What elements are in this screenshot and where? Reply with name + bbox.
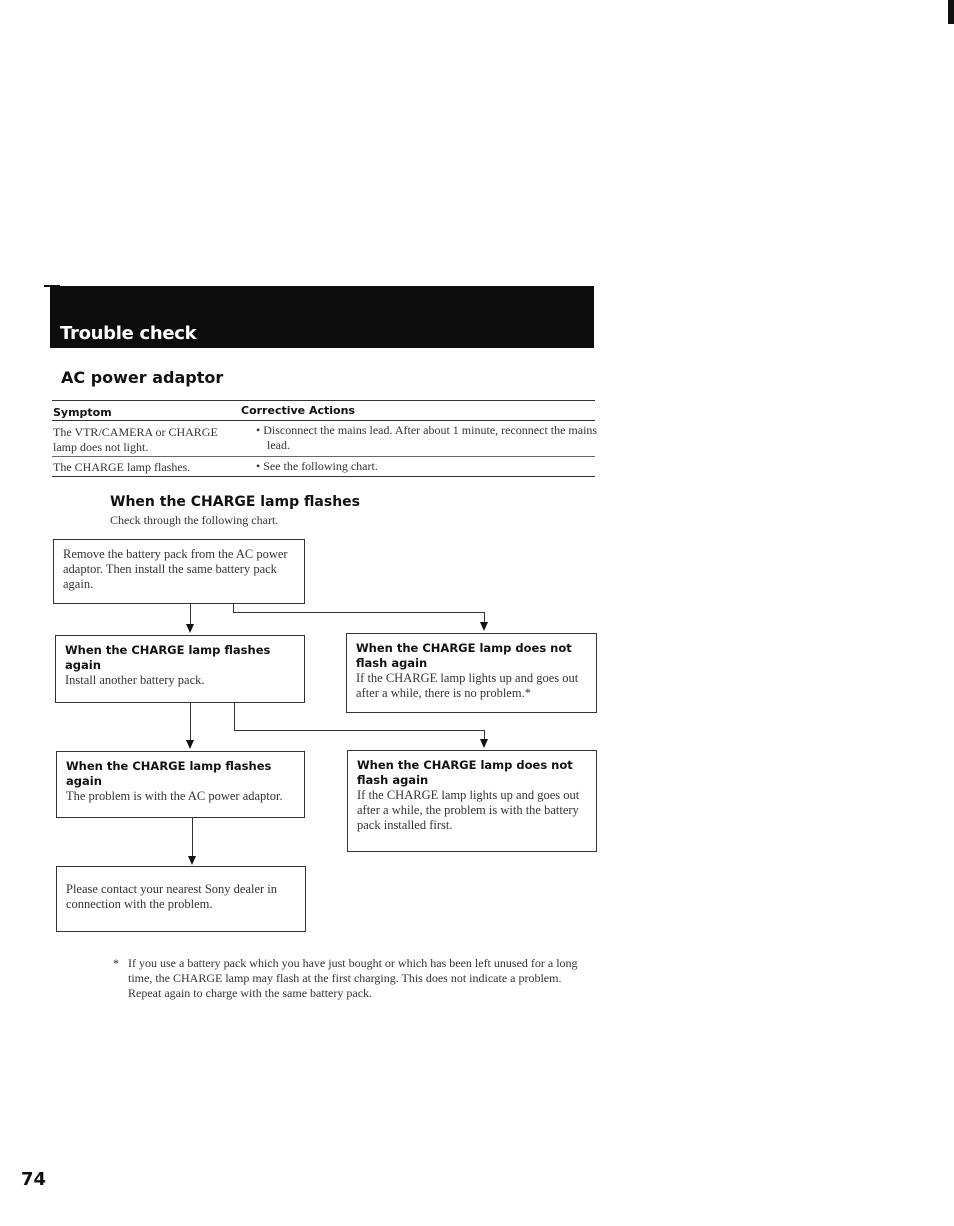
arrow-down-icon [480,739,488,748]
table-row-2-symptom: The CHARGE lamp flashes. [53,460,191,474]
flowchart-intro: Check through the following chart. [110,513,279,527]
flow-step1-right-heading: When the CHARGE lamp does not flash again [356,641,572,670]
flow-step2-left-box [56,751,305,818]
flow-end-box [56,866,306,932]
table-row-2-action: • See the following chart. [256,459,378,473]
column-header-symptom: Symptom [53,406,112,419]
flow-step1-right-text: If the CHARGE lamp lights up and goes out after a while, there is no problem.* [356,671,579,700]
flowchart-title: When the CHARGE lamp flashes [110,494,360,510]
section-title: AC power adaptor [61,368,224,387]
table-row-1-symptom: The VTR/CAMERA or CHARGE lamp does not light. [53,425,218,454]
connector-start-left [190,604,191,624]
connector-step1-right-branch [234,730,485,731]
connector-start-right-branch [233,612,485,613]
flow-step1-left-heading: When the CHARGE lamp flashes again [65,643,271,672]
column-header-corrective-actions: Corrective Actions [241,404,355,417]
connector-step1-left [190,703,191,740]
flow-step1-left-text: Install another battery pack. [65,673,205,687]
flow-step1-left-box [55,635,305,703]
arrow-down-icon [186,624,194,633]
flow-start-box [53,539,305,604]
connector-step2-left [192,818,193,858]
flow-end-text: Please contact your nearest Sony dealer in connection with the problem. [66,882,278,911]
table-row-rule [52,456,595,457]
flow-step2-left-text: The problem is with the AC power adaptor. [66,789,283,803]
flow-step1-right-box [346,633,597,713]
page-number: 74 [21,1169,47,1190]
footnote-text: If you use a battery pack which you have just bought or which has been left unused for a long time, the CHARGE lamp may flash at the first charging. This does not indicate a problem. Repeat again to charge with the same battery pack. [128,956,578,1000]
page-edge-mark [948,0,954,24]
footnote-marker: * [113,956,119,970]
flow-step2-right-heading: When the CHARGE lamp does not flash again [357,758,573,787]
flow-step2-right-text: If the CHARGE lamp lights up and goes out after a while, the problem is with the battery pack installed first. [357,788,580,832]
banner-title: Trouble check [60,323,197,344]
flow-step2-right-box [347,750,597,852]
table-row-1-action: • Disconnect the mains lead. After about 1 minute, reconnect the mains lead. [256,423,598,452]
table-header-rule [52,420,595,421]
arrow-down-icon [480,622,488,631]
connector-step1-right-stem [234,703,235,730]
table-top-rule [52,400,595,401]
arrow-down-icon [186,740,194,749]
flow-step2-left-heading: When the CHARGE lamp flashes again [66,759,272,788]
table-bottom-rule [52,476,595,477]
arrow-down-icon [188,856,196,865]
flow-start-text: Remove the battery pack from the AC power adaptor. Then install the same battery pack again. [63,547,288,591]
